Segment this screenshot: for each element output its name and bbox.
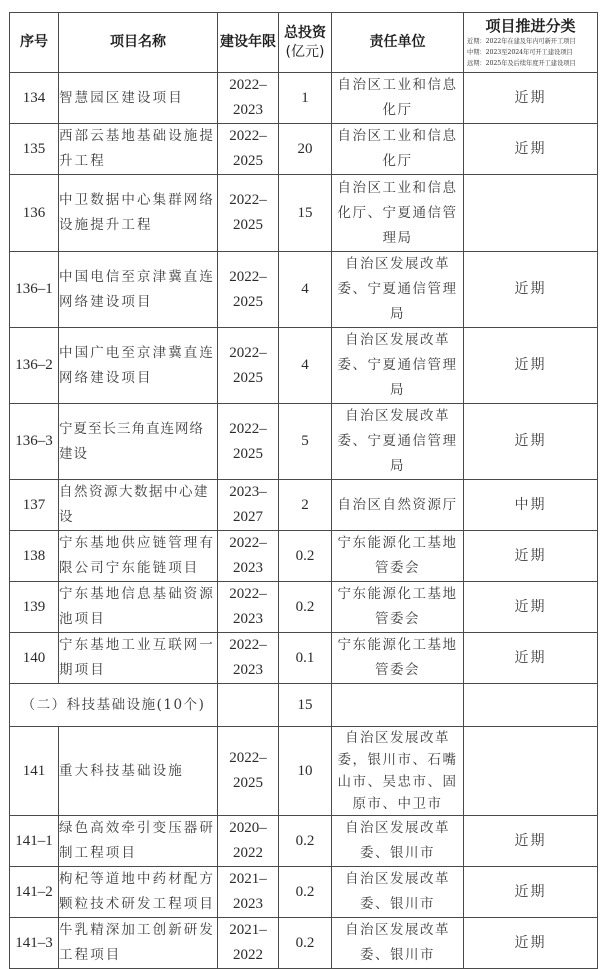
row-investment: 2	[279, 480, 332, 531]
row-unit: 宁东能源化工基地管委会	[332, 582, 464, 633]
row-years	[218, 633, 279, 684]
row-investment: 4	[279, 328, 332, 404]
row-years	[218, 480, 279, 531]
row-category: 近期	[464, 404, 598, 480]
table-row	[10, 727, 598, 816]
row-name: 枸杞等道地中药材配方颗粒技术研发工程项目	[59, 867, 218, 918]
row-no: 141–3	[10, 918, 59, 969]
years-end: 2025	[233, 153, 263, 169]
table-row	[10, 633, 598, 684]
years-start: 2022–	[229, 750, 267, 766]
row-name: 自然资源大数据中心建设	[59, 480, 218, 531]
row-no: 138	[10, 531, 59, 582]
header-row	[10, 13, 598, 73]
row-years	[218, 404, 279, 480]
header-category-title: 项目推进分类	[485, 16, 576, 35]
header-investment	[279, 13, 332, 73]
years-end: 2023	[233, 896, 263, 912]
row-no: 136–3	[10, 404, 59, 480]
row-name: 中国广电至京津冀直连网络建设项目	[59, 328, 218, 404]
row-investment: 0.2	[279, 918, 332, 969]
header-years: 建设年限	[218, 13, 279, 73]
row-category: 近期	[464, 816, 598, 867]
section-category	[464, 684, 598, 727]
years-start: 2022–	[229, 420, 267, 437]
row-category: 中期	[464, 480, 598, 531]
years-start: 2022–	[229, 637, 267, 653]
row-years	[218, 175, 279, 252]
row-years	[218, 531, 279, 582]
row-unit: 自治区发展改革委、宁夏通信管理局	[332, 328, 464, 404]
years-end: 2025	[233, 445, 263, 462]
row-name: 重大科技基础设施	[59, 727, 218, 816]
years-start: 2022–	[229, 535, 267, 551]
row-investment: 0.2	[279, 531, 332, 582]
row-name: 中卫数据中心集群网络设施提升工程	[59, 175, 218, 252]
years-end: 2025	[233, 369, 263, 386]
row-investment: 5	[279, 404, 332, 480]
table-row	[10, 582, 598, 633]
row-unit: 自治区发展改革委、宁夏通信管理局	[332, 404, 464, 480]
years-start: 2022–	[229, 128, 267, 144]
years-start: 2022–	[229, 192, 267, 208]
row-name: 宁夏至长三角直连网络建设	[59, 404, 218, 480]
years-end: 2025	[233, 293, 263, 310]
row-years	[218, 918, 279, 969]
row-unit: 自治区工业和信息化厅、宁夏通信管理局	[332, 175, 464, 252]
row-no: 137	[10, 480, 59, 531]
row-category	[464, 175, 598, 252]
years-start: 2020–	[229, 820, 267, 836]
row-no: 136	[10, 175, 59, 252]
years-start: 2023–	[229, 484, 267, 500]
row-investment: 10	[279, 727, 332, 816]
years-end: 2025	[233, 217, 263, 233]
header-investment-line1: 总投资	[284, 24, 326, 41]
row-category: 近期	[464, 328, 598, 404]
years-start: 2022–	[229, 268, 267, 285]
row-unit: 自治区发展改革委、宁夏通信管理局	[332, 252, 464, 328]
row-unit: 自治区工业和信息化厅	[332, 73, 464, 124]
row-investment: 0.1	[279, 633, 332, 684]
row-category: 近期	[464, 582, 598, 633]
header-no: 序号	[10, 13, 59, 73]
years-start: 2022–	[229, 344, 267, 361]
row-unit: 自治区发展改革委、银川市	[332, 867, 464, 918]
row-category: 近期	[464, 252, 598, 328]
row-investment: 0.2	[279, 816, 332, 867]
row-investment: 20	[279, 124, 332, 175]
row-no: 136–2	[10, 328, 59, 404]
row-investment: 15	[279, 175, 332, 252]
header-category	[464, 13, 598, 73]
row-no: 141–2	[10, 867, 59, 918]
section-label: （二）科技基础设施(10个)	[10, 684, 218, 727]
row-years	[218, 73, 279, 124]
row-years	[218, 252, 279, 328]
table-row	[10, 480, 598, 531]
row-name: 中国电信至京津冀直连网络建设项目	[59, 252, 218, 328]
row-unit: 宁东能源化工基地管委会	[332, 633, 464, 684]
row-name: 西部云基地基础设施提升工程	[59, 124, 218, 175]
table-row	[10, 175, 598, 252]
row-category: 近期	[464, 73, 598, 124]
legend-near-term: 近期：2022年在建及年内可新开工项目	[467, 37, 576, 45]
years-start: 2021–	[229, 922, 267, 938]
table-row	[10, 816, 598, 867]
row-name: 绿色高效牵引变压器研制工程项目	[59, 816, 218, 867]
row-no: 135	[10, 124, 59, 175]
section-years	[218, 684, 279, 727]
row-no: 141	[10, 727, 59, 816]
section-investment: 15	[279, 684, 332, 727]
legend-mid-term: 中期：2023至2024年可开工建设项目	[467, 48, 573, 56]
years-start: 2022–	[229, 77, 267, 93]
table-row	[10, 918, 598, 969]
row-investment: 0.2	[279, 582, 332, 633]
years-end: 2025	[233, 775, 263, 791]
row-no: 139	[10, 582, 59, 633]
row-unit: 宁东能源化工基地管委会	[332, 531, 464, 582]
row-category	[464, 727, 598, 816]
row-investment: 4	[279, 252, 332, 328]
row-unit: 自治区发展改革委、银川市	[332, 918, 464, 969]
row-unit: 自治区发展改革委，银川市、石嘴山市、吴忠市、固原市、中卫市	[332, 727, 464, 816]
header-name: 项目名称	[59, 13, 218, 73]
row-no: 134	[10, 73, 59, 124]
years-end: 2023	[233, 560, 263, 576]
table-row	[10, 124, 598, 175]
row-name: 宁东基地工业互联网一期项目	[59, 633, 218, 684]
section-row	[10, 684, 598, 727]
table-row	[10, 73, 598, 124]
project-table	[9, 12, 598, 969]
row-investment: 0.2	[279, 867, 332, 918]
row-name: 宁东基地信息基础资源池项目	[59, 582, 218, 633]
row-years	[218, 727, 279, 816]
row-category: 近期	[464, 918, 598, 969]
table-row	[10, 404, 598, 480]
row-name: 智慧园区建设项目	[59, 73, 218, 124]
years-end: 2027	[233, 509, 263, 525]
section-unit	[332, 684, 464, 727]
row-category: 近期	[464, 124, 598, 175]
row-unit: 自治区自然资源厅	[332, 480, 464, 531]
row-unit: 自治区发展改革委、银川市	[332, 816, 464, 867]
header-investment-line2: (亿元)	[285, 43, 325, 60]
row-category: 近期	[464, 531, 598, 582]
row-category: 近期	[464, 633, 598, 684]
header-unit: 责任单位	[332, 13, 464, 73]
row-years	[218, 328, 279, 404]
row-no: 141–1	[10, 816, 59, 867]
years-start: 2021–	[229, 871, 267, 887]
row-years	[218, 124, 279, 175]
years-end: 2022	[233, 947, 263, 963]
row-name: 宁东基地供应链管理有限公司宁东能链项目	[59, 531, 218, 582]
row-years	[218, 582, 279, 633]
row-category: 近期	[464, 867, 598, 918]
years-end: 2023	[233, 662, 263, 678]
row-years	[218, 867, 279, 918]
table-row	[10, 252, 598, 328]
legend-long-term: 远期：2025年及后续年度开工建设项目	[467, 59, 576, 67]
years-end: 2022	[233, 845, 263, 861]
row-unit: 自治区工业和信息化厅	[332, 124, 464, 175]
row-investment: 1	[279, 73, 332, 124]
years-end: 2023	[233, 102, 263, 118]
table-row	[10, 531, 598, 582]
years-start: 2022–	[229, 586, 267, 602]
row-no: 136–1	[10, 252, 59, 328]
table-row	[10, 867, 598, 918]
row-years	[218, 816, 279, 867]
table-row	[10, 328, 598, 404]
years-end: 2023	[233, 611, 263, 627]
row-name: 牛乳精深加工创新研发工程项目	[59, 918, 218, 969]
row-no: 140	[10, 633, 59, 684]
